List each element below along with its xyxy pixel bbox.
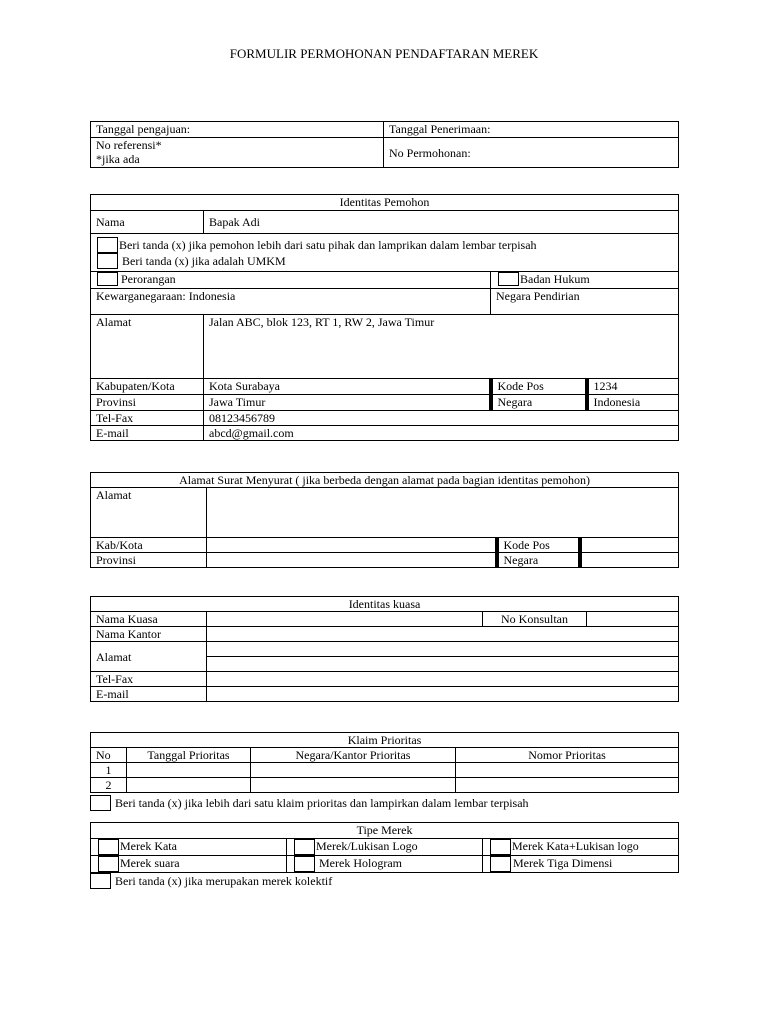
kuasa-email-value[interactable]: [207, 687, 679, 702]
pemohon-table: [90, 194, 679, 441]
merek-kata-label: Merek Kata: [120, 839, 177, 853]
merek-kata-lukisan-cell: [483, 839, 679, 856]
form-title: FORMULIR PERMOHONAN PENDAFTARAN MEREK: [229, 46, 539, 61]
prioritas-lebih-checkbox[interactable]: [90, 795, 111, 811]
nama-kantor-value[interactable]: [207, 627, 679, 642]
merek-suara-checkbox[interactable]: [98, 856, 119, 872]
merek-tiga-dimensi-cell: [483, 856, 679, 873]
alamat-value[interactable]: Jalan ABC, blok 123, RT 1, RW 2, Jawa Timur: [204, 315, 679, 379]
kolektif-checkbox[interactable]: [90, 873, 111, 889]
kuasa-alamat-label: Alamat: [91, 642, 207, 672]
pemohon-heading: Identitas Pemohon: [91, 195, 679, 211]
col-no-header: No: [91, 748, 127, 763]
no-referensi-label: No referensi*: [96, 138, 162, 152]
kewarganegaraan-cell: Kewarganegaraan: Indonesia: [91, 289, 491, 315]
alamat-label: Alamat: [91, 315, 204, 379]
merek-tiga-dimensi-label: Merek Tiga Dimensi: [513, 856, 613, 870]
negara-label: Negara: [491, 395, 587, 411]
tanggal-cell[interactable]: [127, 778, 251, 793]
nomor-cell[interactable]: [456, 778, 679, 793]
kuasa-telfax-label: Tel-Fax: [91, 672, 207, 687]
perorangan-label: Perorangan: [121, 272, 176, 286]
no-konsultan-value[interactable]: [587, 612, 679, 627]
perorangan-cell: [91, 272, 491, 289]
badan-hukum-cell: [491, 272, 679, 289]
jika-ada-note: *jika ada: [96, 152, 140, 166]
badan-hukum-label: Badan Hukum: [520, 272, 590, 286]
negara-cell[interactable]: [251, 778, 456, 793]
surat-heading: Alamat Surat Menyurat ( jika berbeda dengan alamat pada bagian identitas pemohon): [91, 473, 679, 488]
nomor-cell[interactable]: [456, 763, 679, 778]
surat-table: [90, 472, 679, 568]
surat-provinsi-value[interactable]: [207, 553, 497, 568]
negara-value[interactable]: Indonesia: [587, 395, 679, 411]
nama-label: Nama: [91, 211, 204, 234]
surat-negara-label: Negara: [497, 553, 580, 568]
tanggal-pengajuan-label: Tanggal pengajuan:: [91, 122, 384, 138]
nama-kuasa-label: Nama Kuasa: [91, 612, 207, 627]
multi-pihak-label: Beri tanda (x) jika pemohon lebih dari satu pihak dan lamprikan dalam lembar terpisah: [119, 238, 537, 252]
prioritas-lebih-label: Beri tanda (x) jika lebih dari satu klaim prioritas dan lampirkan dalam lembar terpisah: [115, 796, 529, 810]
col-nomor-header: Nomor Prioritas: [456, 748, 679, 763]
tipe-table: [90, 822, 679, 873]
merek-kata-cell: [91, 839, 287, 856]
telfax-value[interactable]: 08123456789: [204, 411, 679, 426]
kode-pos-value[interactable]: 1234: [587, 379, 679, 395]
merek-hologram-cell: [287, 856, 483, 873]
merek-tiga-dimensi-checkbox[interactable]: [490, 856, 511, 872]
kolektif-check-row: [90, 873, 332, 889]
surat-kabkota-value[interactable]: [207, 538, 497, 553]
pemohon-checks: [91, 234, 679, 272]
surat-kode-pos-value[interactable]: [580, 538, 679, 553]
umkm-label: Beri tanda (x) jika adalah UMKM: [122, 254, 286, 268]
umkm-checkbox[interactable]: [97, 253, 118, 269]
surat-alamat-value[interactable]: [207, 488, 679, 538]
tanggal-penerimaan-label: Tanggal Penerimaan:: [384, 122, 679, 138]
row-number: 1: [91, 763, 127, 778]
negara-cell[interactable]: [251, 763, 456, 778]
surat-provinsi-label: Provinsi: [91, 553, 207, 568]
perorangan-checkbox[interactable]: [97, 272, 118, 286]
tipe-heading: Tipe Merek: [91, 823, 679, 839]
merek-lukisan-label: Merek/Lukisan Logo: [316, 839, 418, 853]
nama-value[interactable]: Bapak Adi: [204, 211, 679, 234]
surat-negara-value[interactable]: [580, 553, 679, 568]
col-negara-header: Negara/Kantor Prioritas: [251, 748, 456, 763]
kuasa-alamat-line2[interactable]: [207, 657, 679, 672]
kuasa-email-label: E-mail: [91, 687, 207, 702]
no-konsultan-label: No Konsultan: [483, 612, 587, 627]
table-row: [91, 778, 679, 793]
col-tanggal-header: Tanggal Prioritas: [127, 748, 251, 763]
merek-kata-lukisan-checkbox[interactable]: [490, 839, 511, 855]
merek-kata-lukisan-label: Merek Kata+Lukisan logo: [512, 839, 639, 853]
prioritas-heading: Klaim Prioritas: [91, 733, 679, 748]
kolektif-label: Beri tanda (x) jika merupakan merek kolektif: [115, 874, 333, 888]
kabupaten-value[interactable]: Kota Surabaya: [204, 379, 491, 395]
prioritas-check-row: [90, 795, 529, 811]
merek-suara-cell: [91, 856, 287, 873]
kuasa-heading: Identitas kuasa: [91, 597, 679, 612]
multi-pihak-checkbox[interactable]: [97, 237, 118, 253]
provinsi-label: Provinsi: [91, 395, 204, 411]
surat-alamat-label: Alamat: [91, 488, 207, 538]
surat-kode-pos-label: Kode Pos: [497, 538, 580, 553]
no-referensi-cell: [91, 138, 384, 168]
email-value[interactable]: abcd@gmail.com: [204, 426, 679, 441]
header-table: [90, 121, 679, 168]
merek-hologram-label: Merek Hologram: [319, 856, 402, 870]
kabupaten-label: Kabupaten/Kota: [91, 379, 204, 395]
negara-pendirian-cell: Negara Pendirian: [491, 289, 679, 315]
tanggal-cell[interactable]: [127, 763, 251, 778]
telfax-label: Tel-Fax: [91, 411, 204, 426]
row-number: 2: [91, 778, 127, 793]
merek-kata-checkbox[interactable]: [98, 839, 119, 855]
nama-kantor-label: Nama Kantor: [91, 627, 207, 642]
surat-kabkota-label: Kab/Kota: [91, 538, 207, 553]
table-row: [91, 763, 679, 778]
kode-pos-label: Kode Pos: [491, 379, 587, 395]
kuasa-alamat-line1[interactable]: [207, 642, 679, 657]
merek-lukisan-cell: [287, 839, 483, 856]
email-label: E-mail: [91, 426, 204, 441]
nama-kuasa-value[interactable]: [207, 612, 483, 627]
kuasa-telfax-value[interactable]: [207, 672, 679, 687]
prioritas-table: [90, 732, 679, 793]
no-permohonan-label: No Permohonan:: [384, 138, 679, 168]
merek-hologram-checkbox[interactable]: [294, 856, 315, 872]
badan-hukum-checkbox[interactable]: [498, 272, 519, 286]
provinsi-value[interactable]: Jawa Timur: [204, 395, 491, 411]
merek-suara-label: Merek suara: [120, 856, 180, 870]
merek-lukisan-checkbox[interactable]: [294, 839, 315, 855]
kuasa-table: [90, 596, 679, 702]
